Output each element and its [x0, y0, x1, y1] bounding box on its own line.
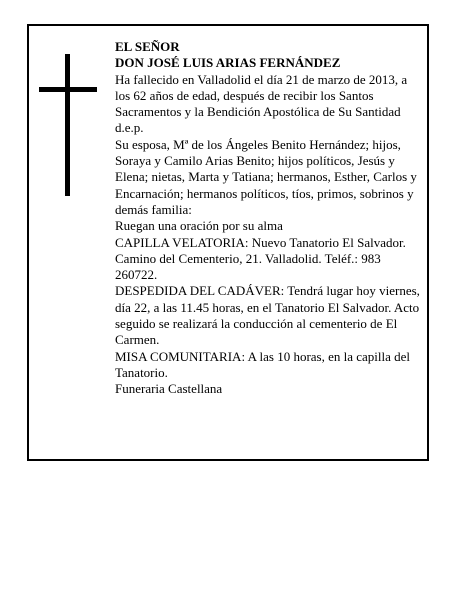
cross-vertical-bar: [65, 54, 70, 196]
prayer-request: Ruegan una oración por su alma: [115, 218, 283, 234]
notice-text: [115, 39, 423, 398]
heading-title: EL SEÑOR: [115, 39, 180, 54]
mass-info: MISA COMUNITARIA: A las 10 horas, en la capilla del Tanatorio.: [115, 348, 411, 380]
farewell-info: DESPEDIDA DEL CADÁVER: Tendrá lugar hoy viernes, día 22, a las 11.45 horas, en el Tanatorio El Salvador. Acto seguido se realizará la conducción al cementerio de El Carmen.: [115, 283, 420, 348]
chapel-info: CAPILLA VELATORIA: Nuevo Tanatorio El Salvador. Camino del Cementerio, 21. Valladolid. Teléf.: 983 260722.: [115, 234, 406, 283]
death-announcement: Ha fallecido en Valladolid el día 21 de marzo de 2013, a los 62 años de edad, después de recibir los Santos Sacramentos y la Bendición Apostólica de Su Santidad: [115, 71, 408, 120]
deceased-name: DON JOSÉ LUIS ARIAS FERNÁNDEZ: [115, 55, 341, 71]
cross-horizontal-bar: [39, 87, 97, 92]
family-list: Su esposa, Mª de los Ángeles Benito Hernández; hijos, Soraya y Camilo Arias Benito; hijos políticos, Jesús y Elena; nietas, Marta y Tatiana; hermanos, Esther, Carlos y Encarnación; hermanos políticos, tíos, primos, sobrinos y demás familia:: [115, 136, 417, 217]
funeral-home: Funeraria Castellana: [115, 381, 223, 397]
obituary-notice: [27, 24, 429, 461]
rest-in-peace: d.e.p.: [115, 120, 144, 136]
latin-cross-icon: [39, 54, 97, 196]
